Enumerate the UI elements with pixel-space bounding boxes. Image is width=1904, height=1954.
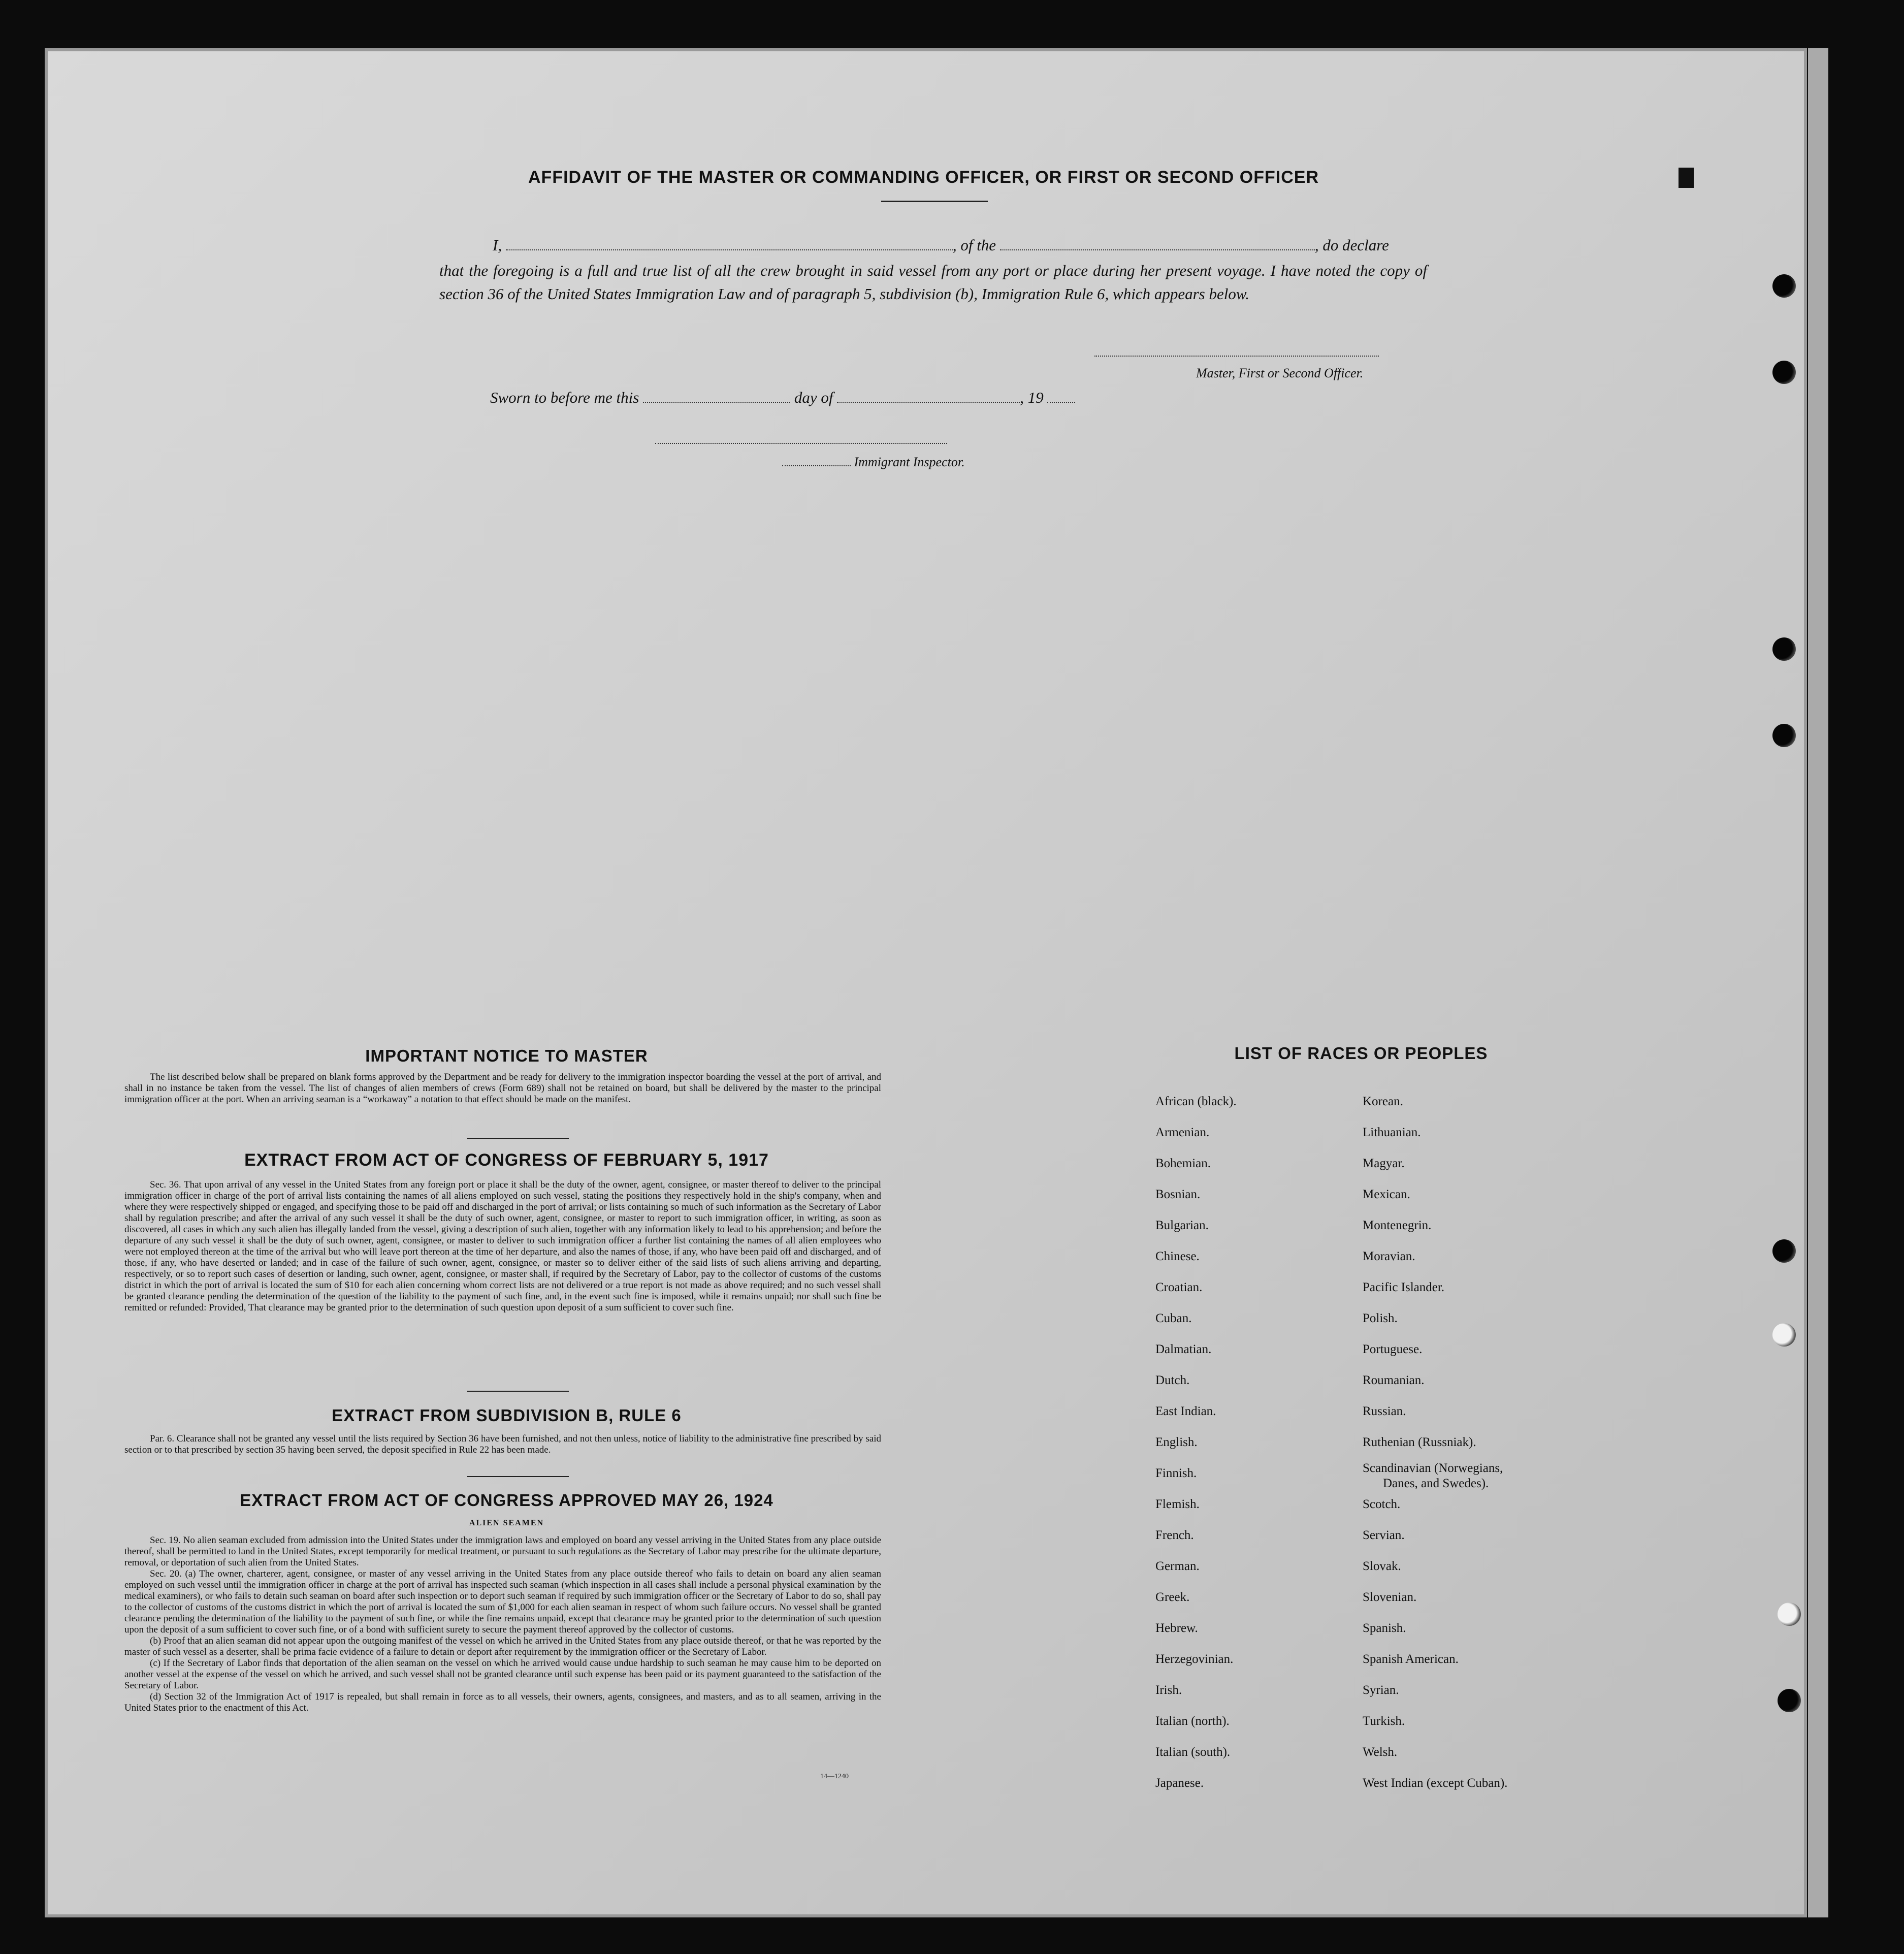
race-item: Croatian. xyxy=(1155,1280,1203,1294)
extract-1924-text xyxy=(124,1535,881,1714)
extract-1917-title: EXTRACT FROM ACT OF CONGRESS OF FEBRUARY 5, 1917 xyxy=(244,1150,769,1170)
signature-line[interactable] xyxy=(1094,356,1379,357)
vessel-field[interactable] xyxy=(1000,249,1315,250)
race-item: Herzegovinian. xyxy=(1155,1652,1234,1666)
race-item: Polish. xyxy=(1363,1311,1398,1325)
race-item: Korean. xyxy=(1363,1095,1403,1108)
day-of-label: day of xyxy=(794,389,833,406)
race-item: Portuguese. xyxy=(1363,1342,1423,1356)
race-item: West Indian (except Cuban). xyxy=(1363,1776,1508,1790)
notice-paragraph: The list described below shall be prepared on blank forms approved by the Department and be ready for delivery to the immigration inspector boarding the vessel at the port of arrival, and shall in no instance be taken from the vessel. The list of changes of alien members of crews (Form 689) shall not be retained on board, but shall be delivered by the master to the principal immigration officer at the port. When an arriving seaman is a “workaway” a notation to that effect should be made on the manifest. xyxy=(124,1072,881,1105)
do-declare-label: , do declare xyxy=(1314,236,1389,254)
race-item: Magyar. xyxy=(1363,1157,1405,1170)
affidavit-body: that the foregoing is a full and true list of all the crew brought in said vessel from any port or place during her present voyage. I have noted the copy of section 36 of the United States Immigration Law and of paragraph 5, subdivision (b), Immigration Rule 6, which appears below. xyxy=(439,262,1427,303)
binder-hole xyxy=(1772,274,1796,298)
race-item: Russian. xyxy=(1363,1404,1406,1418)
race-item: Flemish. xyxy=(1155,1497,1200,1511)
form-number: 14—1240 xyxy=(820,1773,849,1780)
race-item: Hebrew. xyxy=(1155,1621,1198,1635)
race-item: Dalmatian. xyxy=(1155,1342,1212,1356)
binder-hole xyxy=(1778,1689,1801,1712)
divider xyxy=(467,1476,569,1477)
binder-hole xyxy=(1772,1323,1796,1347)
alien-seamen-subtitle: ALIEN SEAMEN xyxy=(469,1519,544,1527)
binder-hole xyxy=(1772,724,1796,747)
race-item: Finnish. xyxy=(1155,1466,1197,1480)
notice-text xyxy=(124,1072,881,1105)
race-item: Bulgarian. xyxy=(1155,1219,1209,1232)
page-edge xyxy=(1808,48,1828,1917)
sworn-label: Sworn to before me this xyxy=(490,389,639,406)
races-list xyxy=(1155,1095,1612,1806)
sworn-year-field[interactable] xyxy=(1047,402,1075,403)
extract-rule6-text xyxy=(124,1433,881,1456)
extract-rule6-title: EXTRACT FROM SUBDIVISION B, RULE 6 xyxy=(332,1406,682,1425)
races-title: LIST OF RACES OR PEOPLES xyxy=(1234,1044,1488,1063)
affidavit-declaration-line xyxy=(493,236,1437,254)
divider xyxy=(467,1391,569,1392)
extract-1924-title: EXTRACT FROM ACT OF CONGRESS APPROVED MAY 26, 1924 xyxy=(240,1491,773,1510)
binder-hole xyxy=(1778,1603,1801,1626)
race-item: Slovenian. xyxy=(1363,1590,1417,1604)
race-item: Italian (north). xyxy=(1155,1714,1230,1728)
race-item: Bosnian. xyxy=(1155,1188,1201,1201)
sec-20d-paragraph: (d) Section 32 of the Immigration Act of 1917 is repealed, but shall remain in force as to all vessels, their owners, agents, consignees, and masters, and as to all seamen, arriving in the United States prior to the enactment of this Act. xyxy=(124,1691,881,1713)
race-item: Pacific Islander. xyxy=(1363,1280,1445,1294)
divider xyxy=(881,201,988,202)
race-item: Syrian. xyxy=(1363,1683,1399,1697)
sec-20a-paragraph: Sec. 20. (a) The owner, charterer, agent, consignee, or master of any vessel arriving in the United States from any place outside thereof who fails to detain on board any alien seaman employed on such vessel until the immigration officer in charge at the port of arrival has inspected such seaman (which inspection in all cases shall include a personal physical examination by the medical examiners), or who fails to detain such seaman on board after such inspection or to deport such seaman if required by such immigration officer or the Secretary of Labor to do so, shall pay to the collector of customs of the customs district in which the port of arrival is located the sum of $1,000 for each alien seaman in respect of whom such failure occurs. No vessel shall be granted clearance pending the determination of the liability to the payment of such fine, or while the fine remains unpaid, except that clearance may be granted prior to the determination of such question upon the deposit of a sum sufficient to cover such fine, or of a bond with sufficient surety to secure the payment thereof approved by the collector of customs. xyxy=(124,1568,881,1635)
sworn-month-field[interactable] xyxy=(837,402,1020,403)
sec-20b-paragraph: (b) Proof that an alien seaman did not appear upon the outgoing manifest of the vessel on which he arrived in the United States from any place outside thereof, or that he was reported by the master of such vessel as a deserter, shall be prima facie evidence of a failure to detain or deport after requirement by the immigration officer or the Secretary of Labor. xyxy=(124,1636,881,1657)
of-the-label: , of the xyxy=(952,236,996,254)
extract-1917-paragraph: Sec. 36. That upon arrival of any vessel in the United States from any foreign port or place it shall be the duty of the owner, agent, consignee, or master thereof to deliver to the principal immigration officer in charge of the port of arrival lists containing the names of all aliens employed on such vessel, stating the positions they respectively hold in the ship's company, when and where they were respectively shipped or engaged, and specifying those to be paid off and discharged in the port of arrival; or lists containing so much of such information as the Secretary of Labor shall by regulation prescribe; and after the arrival of any such vessel it shall be the duty of such owner, agent, consignee, or master to report to such immigration officer, in writing, as soon as discovered, all cases in which any such alien has illegally landed from the vessel, giving a description of such alien, together with any information likely to lead to his apprehension; and before the departure of any such vessel it shall be the duty of such owner, agent, consignee, or master to deliver to such immigration officer a further list containing the names of all alien employees who were not employed thereon at the time of the arrival but who will leave port thereon at the time of her departure, and also the names of those, if any, who have been paid off and discharged, and of those, if any, who have deserted or landed; and in case of the failure of such owner, agent, consignee, or master so to deliver either of the said lists of such aliens arriving and departing, respectively, or so to report such cases of desertion or landing, such owner, agent, consignee, or master shall, if required by the Secretary of Labor, pay to the collector of customs of the customs district in which the port of arrival is located the sum of $10 for each alien concerning whom correct lists are not delivered or a true report is not made as above required; and no such vessel shall be granted clearance pending the determination of the question of the liability to the payment of such fine, and, in the event such fine is imposed, while it remains unpaid; nor shall such fine be remitted or refunded: Provided, That clearance may be granted prior to the determination of such question upon deposit of a sum sufficient to cover such fine. xyxy=(124,1179,881,1313)
binder-hole xyxy=(1772,637,1796,661)
race-item: Slovak. xyxy=(1363,1559,1401,1573)
race-item: African (black). xyxy=(1155,1095,1237,1108)
race-item: Bohemian. xyxy=(1155,1157,1211,1170)
race-item: East Indian. xyxy=(1155,1404,1216,1418)
race-item: Mexican. xyxy=(1363,1188,1410,1201)
race-item: Italian (south). xyxy=(1155,1745,1231,1759)
race-item: Irish. xyxy=(1155,1683,1182,1697)
race-item: Dutch. xyxy=(1155,1373,1190,1387)
race-item: Spanish. xyxy=(1363,1621,1406,1635)
race-item: German. xyxy=(1155,1559,1200,1573)
race-item: French. xyxy=(1155,1528,1194,1542)
race-item: Scotch. xyxy=(1363,1497,1401,1511)
race-item: Greek. xyxy=(1155,1590,1190,1604)
race-item: Japanese. xyxy=(1155,1776,1204,1790)
binder-hole xyxy=(1772,361,1796,384)
sworn-line xyxy=(490,389,1150,407)
inspector-signature-line[interactable] xyxy=(655,443,947,444)
race-item: English. xyxy=(1155,1435,1198,1449)
race-item: Armenian. xyxy=(1155,1126,1210,1139)
race-item: Servian. xyxy=(1363,1528,1405,1542)
divider xyxy=(467,1138,569,1139)
signature-label: Master, First or Second Officer. xyxy=(1196,366,1364,380)
extract-1917-text xyxy=(124,1179,881,1314)
race-item: Spanish American. xyxy=(1363,1652,1459,1666)
race-item: Roumanian. xyxy=(1363,1373,1425,1387)
race-item: Turkish. xyxy=(1363,1714,1405,1728)
race-item: Montenegrin. xyxy=(1363,1219,1432,1232)
inspector-label-text: Immigrant Inspector. xyxy=(854,455,965,469)
race-item: Moravian. xyxy=(1363,1250,1415,1263)
race-item: Chinese. xyxy=(1155,1250,1200,1263)
binder-hole xyxy=(1772,1239,1796,1263)
extract-rule6-paragraph: Par. 6. Clearance shall not be granted any vessel until the lists required by Section 36 have been furnished, and not then unless, notice of liability to the administrative fine prescribed by said section or to that prescribed by section 35 having been served, the deposit specified in Rule 22 has been made. xyxy=(124,1433,881,1455)
race-item: Welsh. xyxy=(1363,1745,1398,1759)
i-label: I, xyxy=(493,236,502,254)
tab-mark xyxy=(1679,168,1694,188)
race-item: Lithuanian. xyxy=(1363,1126,1421,1139)
notice-title: IMPORTANT NOTICE TO MASTER xyxy=(365,1046,648,1065)
affidavit-title: AFFIDAVIT OF THE MASTER OR COMMANDING OFFICER, OR FIRST OR SECOND OFFICER xyxy=(528,168,1319,187)
name-field[interactable] xyxy=(506,249,953,250)
sec-19-paragraph: Sec. 19. No alien seaman excluded from admission into the United States under the immigration laws and employed on board any vessel arriving in the United States from any place outside thereof, shall be permitted to land in the United States, except temporarily for medical treatment, or pursuant to such regulations as the Secretary of Labor may prescribe for the ultimate departure, removal, or deportation of such alien from the United States. xyxy=(124,1535,881,1568)
race-item: Ruthenian (Russniak). xyxy=(1363,1435,1476,1449)
sworn-day-field[interactable] xyxy=(643,402,790,403)
race-item: Scandinavian (Norwegians, xyxy=(1363,1461,1503,1475)
sec-20c-paragraph: (c) If the Secretary of Labor finds that deportation of the alien seaman on the vessel on which he arrived would cause undue hardship to such seaman he may cause him to be deported on another vessel at the expense of the vessel on which he arrived, and such vessel shall not be granted clearance until such expense has been paid or its payment guaranteed to the satisfaction of the Secretary of Labor. xyxy=(124,1658,881,1691)
inspector-label xyxy=(782,455,965,470)
race-item: Danes, and Swedes). xyxy=(1383,1477,1489,1490)
race-item: Cuban. xyxy=(1155,1311,1192,1325)
year-label: , 19 xyxy=(1020,389,1044,406)
